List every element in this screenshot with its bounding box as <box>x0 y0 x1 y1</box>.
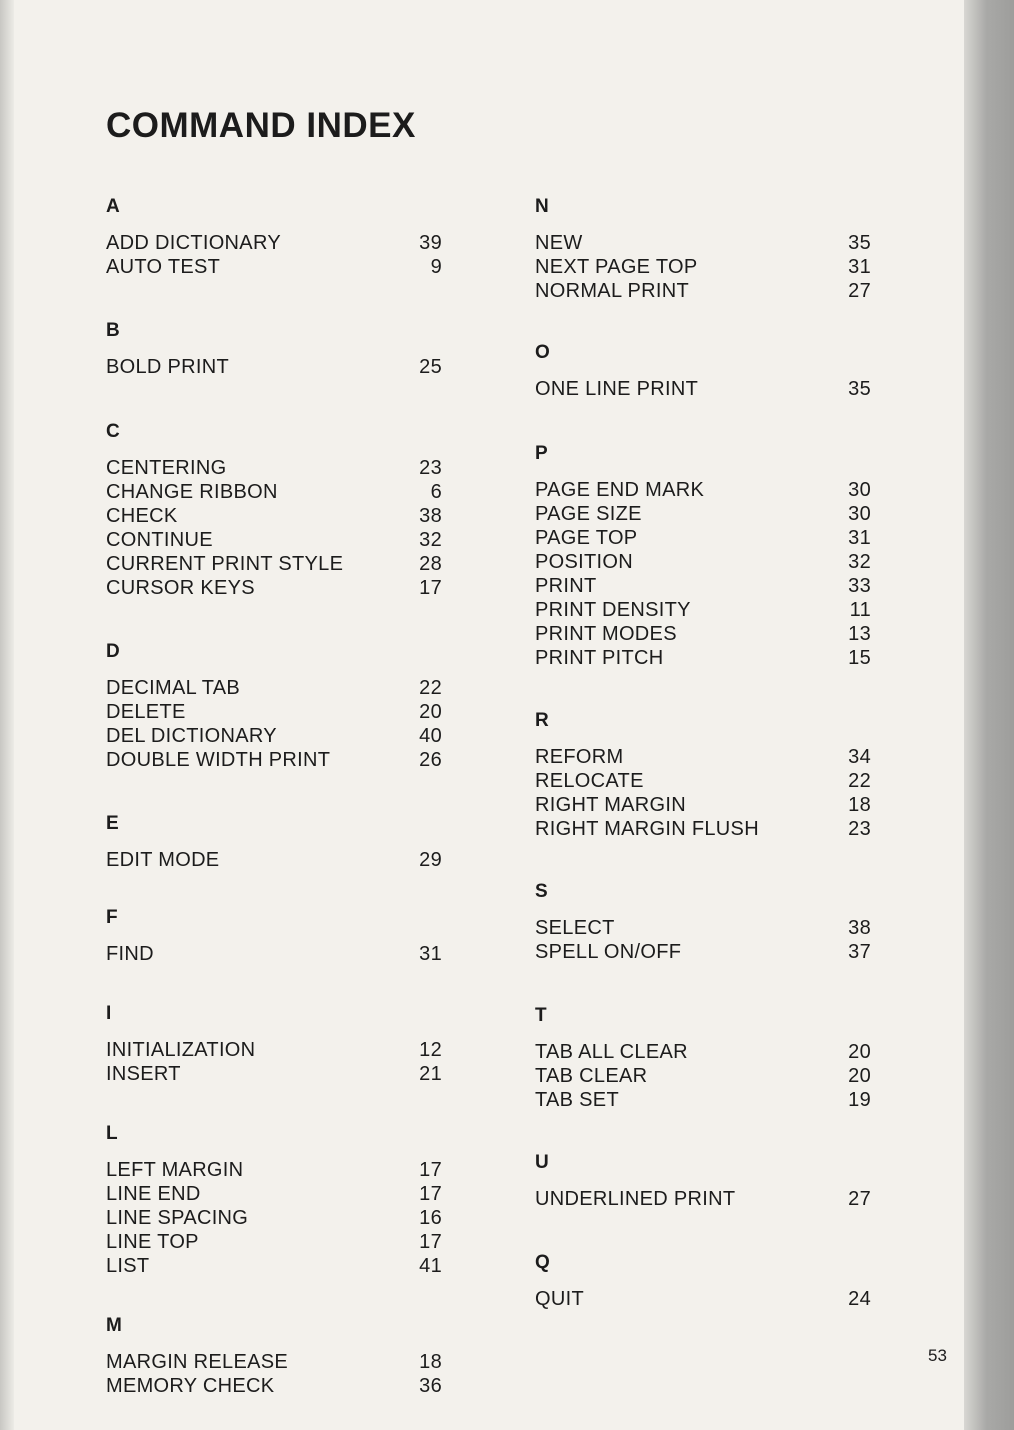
entry-command-name: RIGHT MARGIN FLUSH <box>535 818 759 840</box>
index-section-n <box>535 195 871 303</box>
section-letter: N <box>535 196 549 217</box>
entry-page-number: 31 <box>848 256 871 278</box>
index-entry <box>106 552 442 576</box>
entry-page-number: 12 <box>419 1039 442 1061</box>
index-section-f <box>106 906 442 966</box>
index-entry <box>106 1062 442 1086</box>
entry-command-name: RIGHT MARGIN <box>535 794 687 816</box>
index-entry <box>106 724 442 748</box>
index-entry <box>106 942 442 966</box>
entry-command-name: DECIMAL TAB <box>106 677 241 699</box>
entry-page-number: 18 <box>848 794 871 816</box>
entry-command-name: CONTINUE <box>106 529 213 551</box>
entry-page-number: 20 <box>848 1041 871 1063</box>
index-entry <box>535 940 871 964</box>
entry-page-number: 33 <box>848 575 871 597</box>
entry-command-name: CENTERING <box>106 457 227 479</box>
index-entry <box>106 528 442 552</box>
index-entry <box>106 1374 442 1398</box>
entry-page-number: 38 <box>848 917 871 939</box>
entry-command-name: INITIALIZATION <box>106 1039 256 1061</box>
section-letter: Q <box>535 1252 550 1273</box>
entry-command-name: PRINT <box>535 575 597 597</box>
index-entry <box>535 550 871 574</box>
entry-page-number: 28 <box>419 553 442 575</box>
index-entry <box>106 1038 442 1062</box>
page-title: COMMAND INDEX <box>106 106 416 145</box>
entry-page-number: 26 <box>419 749 442 771</box>
entry-command-name: NORMAL PRINT <box>535 280 689 302</box>
entry-page-number: 17 <box>419 1159 442 1181</box>
index-entry <box>535 502 871 526</box>
section-letter: L <box>106 1123 118 1144</box>
index-entry <box>535 377 871 401</box>
section-letter: B <box>106 320 120 341</box>
section-letter: R <box>535 710 549 731</box>
entry-command-name: TAB CLEAR <box>535 1065 648 1087</box>
entry-page-number: 29 <box>419 849 442 871</box>
entry-command-name: NEXT PAGE TOP <box>535 256 698 278</box>
index-entry <box>106 1182 442 1206</box>
entry-page-number: 32 <box>419 529 442 551</box>
entry-command-name: PRINT MODES <box>535 623 677 645</box>
index-entry <box>106 504 442 528</box>
entry-page-number: 17 <box>419 1183 442 1205</box>
index-section-s <box>535 880 871 964</box>
section-letter: I <box>106 1003 112 1024</box>
index-section-r <box>535 709 871 841</box>
entry-command-name: CHECK <box>106 505 178 527</box>
entry-page-number: 34 <box>848 746 871 768</box>
page-edge-right <box>964 0 1014 1430</box>
entry-command-name: AUTO TEST <box>106 256 221 278</box>
index-entry <box>106 255 442 279</box>
entry-page-number: 13 <box>848 623 871 645</box>
section-letter: M <box>106 1315 122 1336</box>
index-section-c <box>106 420 442 600</box>
entry-command-name: LIST <box>106 1255 150 1277</box>
entry-page-number: 19 <box>848 1089 871 1111</box>
entry-page-number: 20 <box>419 701 442 723</box>
entry-page-number: 23 <box>848 818 871 840</box>
entry-command-name: UNDERLINED PRINT <box>535 1188 736 1210</box>
entry-command-name: NEW <box>535 232 583 254</box>
section-letter: S <box>535 881 548 902</box>
page-edge-left <box>0 0 14 1430</box>
index-entry <box>106 1230 442 1254</box>
index-entry <box>535 1287 871 1311</box>
index-section-o <box>535 341 871 401</box>
entry-page-number: 31 <box>848 527 871 549</box>
entry-command-name: MARGIN RELEASE <box>106 1351 289 1373</box>
entry-command-name: DOUBLE WIDTH PRINT <box>106 749 331 771</box>
index-section-e <box>106 812 442 872</box>
entry-page-number: 27 <box>848 1188 871 1210</box>
index-entry <box>535 646 871 670</box>
entry-command-name: QUIT <box>535 1288 584 1310</box>
index-entry <box>106 231 442 255</box>
entry-page-number: 40 <box>419 725 442 747</box>
entry-command-name: TAB SET <box>535 1089 619 1111</box>
index-section-b <box>106 319 442 379</box>
index-entry <box>535 622 871 646</box>
index-entry <box>106 576 442 600</box>
section-letter: T <box>535 1005 547 1026</box>
entry-page-number: 22 <box>848 770 871 792</box>
entry-command-name: INSERT <box>106 1063 181 1085</box>
index-entry <box>535 574 871 598</box>
index-section-i <box>106 1002 442 1086</box>
entry-page-number: 35 <box>848 232 871 254</box>
index-entry <box>106 1350 442 1374</box>
entry-command-name: SELECT <box>535 917 615 939</box>
entry-page-number: 16 <box>419 1207 442 1229</box>
entry-command-name: LINE SPACING <box>106 1207 249 1229</box>
index-entry <box>106 456 442 480</box>
index-entry <box>106 1158 442 1182</box>
index-entry <box>535 745 871 769</box>
index-section-l <box>106 1122 442 1278</box>
entry-command-name: POSITION <box>535 551 633 573</box>
entry-page-number: 17 <box>419 1231 442 1253</box>
entry-command-name: RELOCATE <box>535 770 644 792</box>
entry-command-name: CHANGE RIBBON <box>106 481 278 503</box>
entry-page-number: 22 <box>419 677 442 699</box>
index-entry <box>106 480 442 504</box>
entry-page-number: 31 <box>419 943 442 965</box>
entry-command-name: PRINT DENSITY <box>535 599 691 621</box>
index-section-d <box>106 640 442 772</box>
entry-page-number: 11 <box>849 599 871 621</box>
entry-page-number: 39 <box>419 232 442 254</box>
index-entry <box>535 478 871 502</box>
index-entry <box>106 700 442 724</box>
entry-page-number: 25 <box>419 356 442 378</box>
entry-command-name: DELETE <box>106 701 186 723</box>
entry-page-number: 37 <box>848 941 871 963</box>
index-entry <box>106 1254 442 1278</box>
entry-page-number: 36 <box>419 1375 442 1397</box>
index-entry <box>535 916 871 940</box>
entry-page-number: 27 <box>848 280 871 302</box>
entry-page-number: 17 <box>419 577 442 599</box>
entry-page-number: 30 <box>848 479 871 501</box>
index-entry <box>535 1040 871 1064</box>
index-section-a <box>106 195 442 279</box>
index-entry <box>535 1088 871 1112</box>
page-number: 53 <box>928 1346 947 1365</box>
entry-command-name: MEMORY CHECK <box>106 1375 275 1397</box>
index-entry <box>535 1187 871 1211</box>
entry-page-number: 20 <box>848 1065 871 1087</box>
entry-page-number: 38 <box>419 505 442 527</box>
index-entry <box>535 255 871 279</box>
index-section-t <box>535 1004 871 1112</box>
entry-page-number: 32 <box>848 551 871 573</box>
entry-command-name: BOLD PRINT <box>106 356 230 378</box>
entry-command-name: DEL DICTIONARY <box>106 725 277 747</box>
index-section-p <box>535 442 871 670</box>
index-entry <box>106 1206 442 1230</box>
section-letter: P <box>535 443 548 464</box>
index-entry <box>106 748 442 772</box>
index-entry <box>535 598 871 622</box>
entry-command-name: PAGE END MARK <box>535 479 705 501</box>
section-letter: C <box>106 421 120 442</box>
section-letter: E <box>106 813 119 834</box>
index-entry <box>535 279 871 303</box>
entry-page-number: 15 <box>848 647 871 669</box>
entry-command-name: REFORM <box>535 746 624 768</box>
entry-page-number: 23 <box>419 457 442 479</box>
entry-command-name: ONE LINE PRINT <box>535 378 699 400</box>
entry-command-name: PAGE TOP <box>535 527 638 549</box>
section-letter: F <box>106 907 118 928</box>
index-section-q <box>535 1251 871 1311</box>
entry-page-number: 21 <box>419 1063 442 1085</box>
index-entry <box>535 769 871 793</box>
entry-command-name: SPELL ON/OFF <box>535 941 682 963</box>
entry-command-name: PRINT PITCH <box>535 647 664 669</box>
entry-command-name: TAB ALL CLEAR <box>535 1041 688 1063</box>
index-entry <box>106 355 442 379</box>
index-section-m <box>106 1314 442 1398</box>
index-entry <box>106 676 442 700</box>
entry-command-name: LINE TOP <box>106 1231 199 1253</box>
index-entry <box>535 526 871 550</box>
entry-page-number: 30 <box>848 503 871 525</box>
entry-command-name: FIND <box>106 943 154 965</box>
entry-page-number: 24 <box>848 1288 871 1310</box>
index-column-left <box>106 0 442 1430</box>
entry-command-name: CURRENT PRINT STYLE <box>106 553 344 575</box>
entry-command-name: CURSOR KEYS <box>106 577 255 599</box>
entry-page-number: 35 <box>848 378 871 400</box>
index-column-right <box>535 0 871 1430</box>
index-entry <box>535 231 871 255</box>
index-entry <box>535 793 871 817</box>
index-section-u <box>535 1151 871 1211</box>
entry-command-name: EDIT MODE <box>106 849 220 871</box>
entry-page-number: 18 <box>419 1351 442 1373</box>
entry-page-number: 41 <box>419 1255 442 1277</box>
index-entry <box>535 817 871 841</box>
entry-command-name: LEFT MARGIN <box>106 1159 244 1181</box>
entry-command-name: ADD DICTIONARY <box>106 232 281 254</box>
index-entry <box>535 1064 871 1088</box>
section-letter: O <box>535 342 550 363</box>
entry-command-name: PAGE SIZE <box>535 503 642 525</box>
section-letter: D <box>106 641 120 662</box>
entry-command-name: LINE END <box>106 1183 201 1205</box>
entry-page-number: 9 <box>430 256 442 278</box>
section-letter: A <box>106 196 120 217</box>
entry-page-number: 6 <box>430 481 442 503</box>
index-entry <box>106 848 442 872</box>
section-letter: U <box>535 1152 549 1173</box>
